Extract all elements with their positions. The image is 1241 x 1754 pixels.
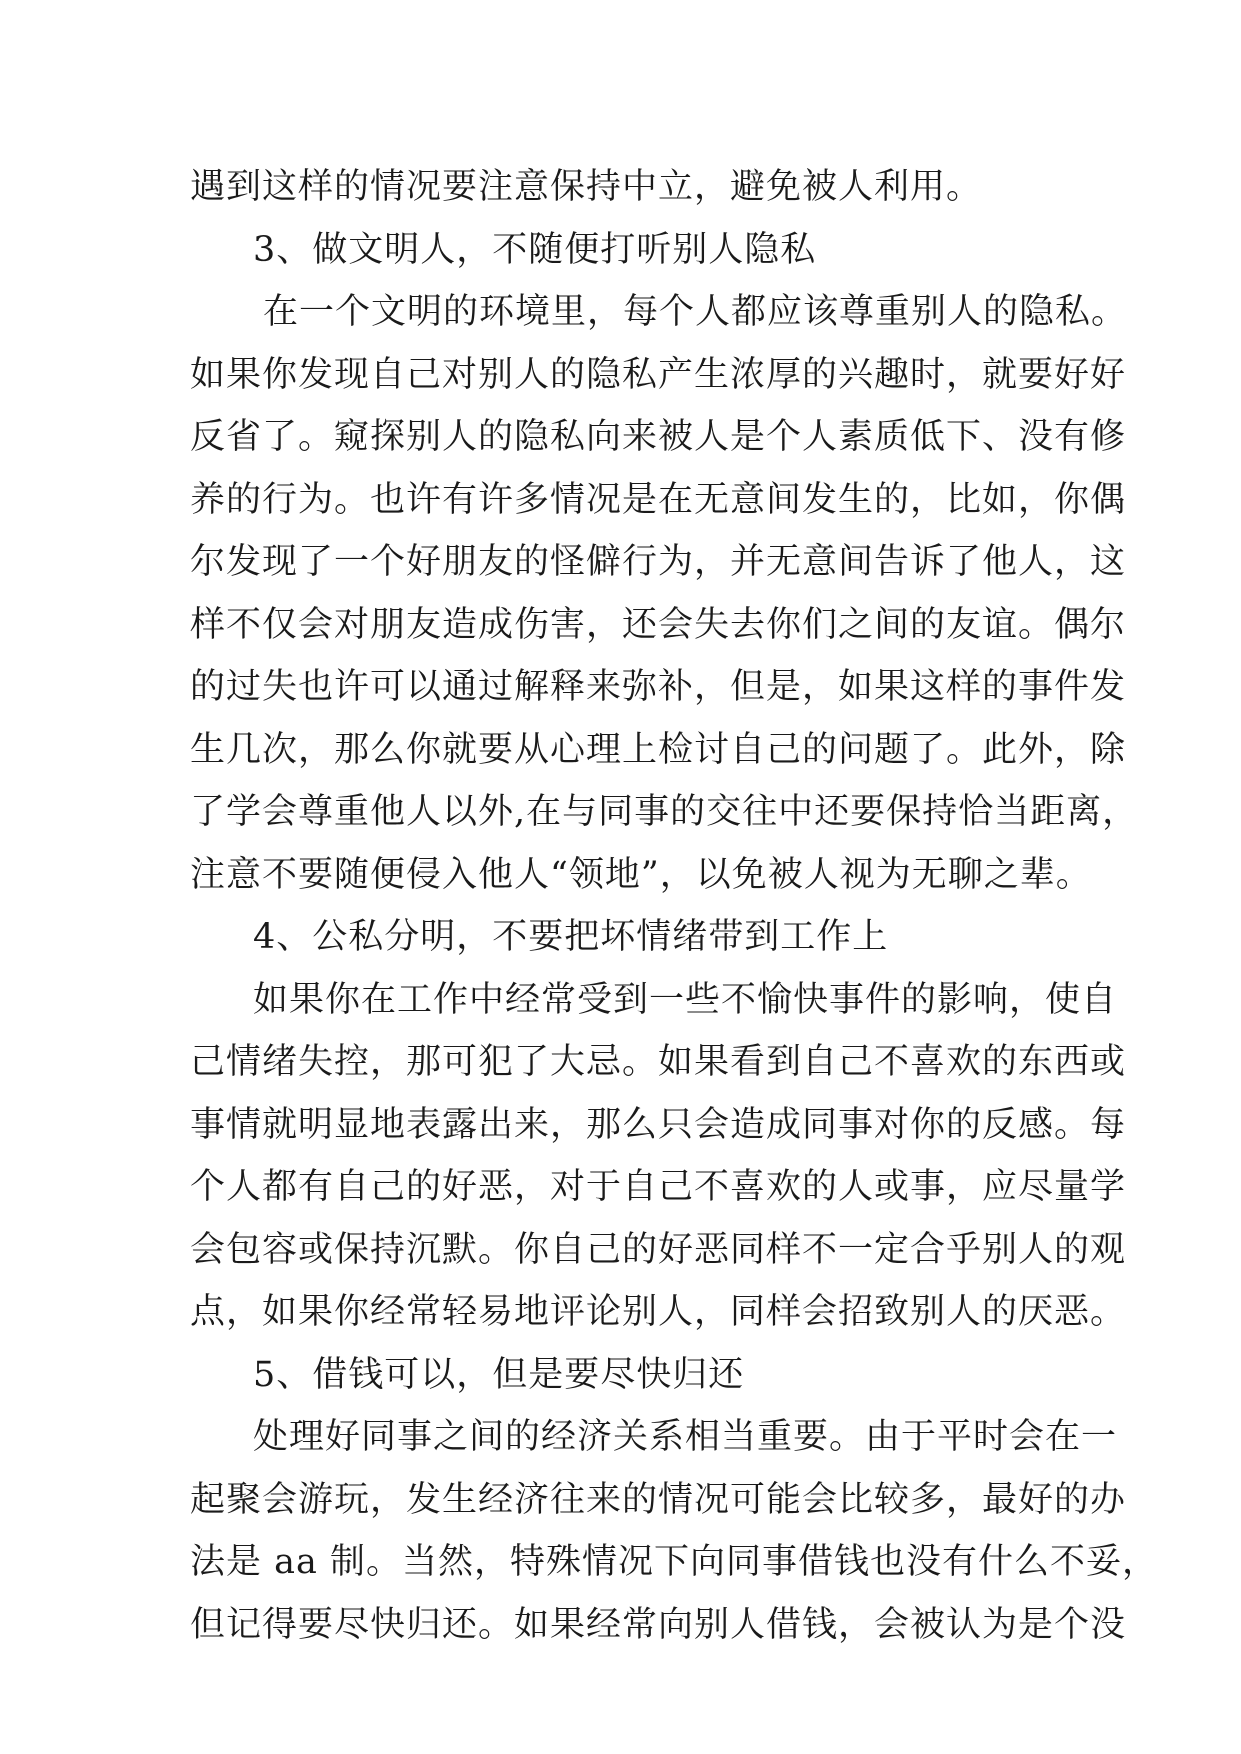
paragraph-line: 法是 aa 制。当然，特殊情况下向同事借钱也没有什么不妥，: [190, 1542, 1158, 1582]
paragraph-line: 如果你在工作中经常受到一些不愉快事件的影响，使自: [253, 979, 1118, 1020]
paragraph-line: 起聚会游玩，发生经济往来的情况可能会比较多，最好的办: [190, 1479, 1127, 1520]
paragraph-line: 如果你发现自己对别人的隐私产生浓厚的兴趣时，就要好好: [190, 354, 1127, 395]
paragraph-line: 反省了。窥探别人的隐私向来被人是个人素质低下、没有修: [190, 417, 1127, 457]
paragraph-line: 的过失也许可以通过解释来弥补，但是，如果这样的事件发: [190, 667, 1127, 707]
paragraph-line: 样不仅会对朋友造成伤害，还会失去你们之间的友谊。偶尔: [190, 604, 1127, 645]
section-heading-5: 5、借钱可以，但是要尽快归还: [253, 1354, 745, 1395]
paragraph-line: 己情绪失控，那可犯了大忌。如果看到自己不喜欢的东西或: [190, 1042, 1127, 1082]
paragraph-line: 事情就明显地表露出来，那么只会造成同事对你的反感。每: [190, 1104, 1127, 1145]
document-body: [190, 156, 1158, 1656]
section-heading-4: 4、公私分明，不要把坏情绪带到工作上: [253, 917, 889, 957]
paragraph-line: 会包容或保持沉默。你自己的好恶同样不一定合乎别人的观: [190, 1229, 1127, 1270]
paragraph-line: 尔发现了一个好朋友的怪僻行为，并无意间告诉了他人，这: [190, 542, 1127, 582]
paragraph-line: 了学会尊重他人以外,在与同事的交往中还要保持恰当距离，: [190, 792, 1139, 832]
paragraph-line: 但记得要尽快归还。如果经常向别人借钱，会被认为是个没: [190, 1604, 1127, 1645]
paragraph-line: 养的行为。也许有许多情况是在无意间发生的，比如，你偶: [190, 479, 1127, 520]
paragraph-line: 生几次，那么你就要从心理上检讨自己的问题了。此外，除: [190, 729, 1127, 770]
paragraph-line: 注意不要随便侵入他人“领地”，以免被人视为无聊之辈。: [190, 854, 1092, 895]
paragraph-line: 处理好同事之间的经济关系相当重要。由于平时会在一: [253, 1417, 1118, 1457]
section-heading-3: 3、做文明人，不随便打听别人隐私: [253, 229, 817, 270]
paragraph-line: 个人都有自己的好恶，对于自己不喜欢的人或事，应尽量学: [190, 1167, 1127, 1207]
paragraph-line: 在一个文明的环境里，每个人都应该尊重别人的隐私。: [263, 292, 1128, 332]
paragraph-line: 遇到这样的情况要注意保持中立，避免被人利用。: [190, 167, 983, 207]
paragraph-line: 点，如果你经常轻易地评论别人，同样会招致别人的厌恶。: [190, 1292, 1127, 1332]
